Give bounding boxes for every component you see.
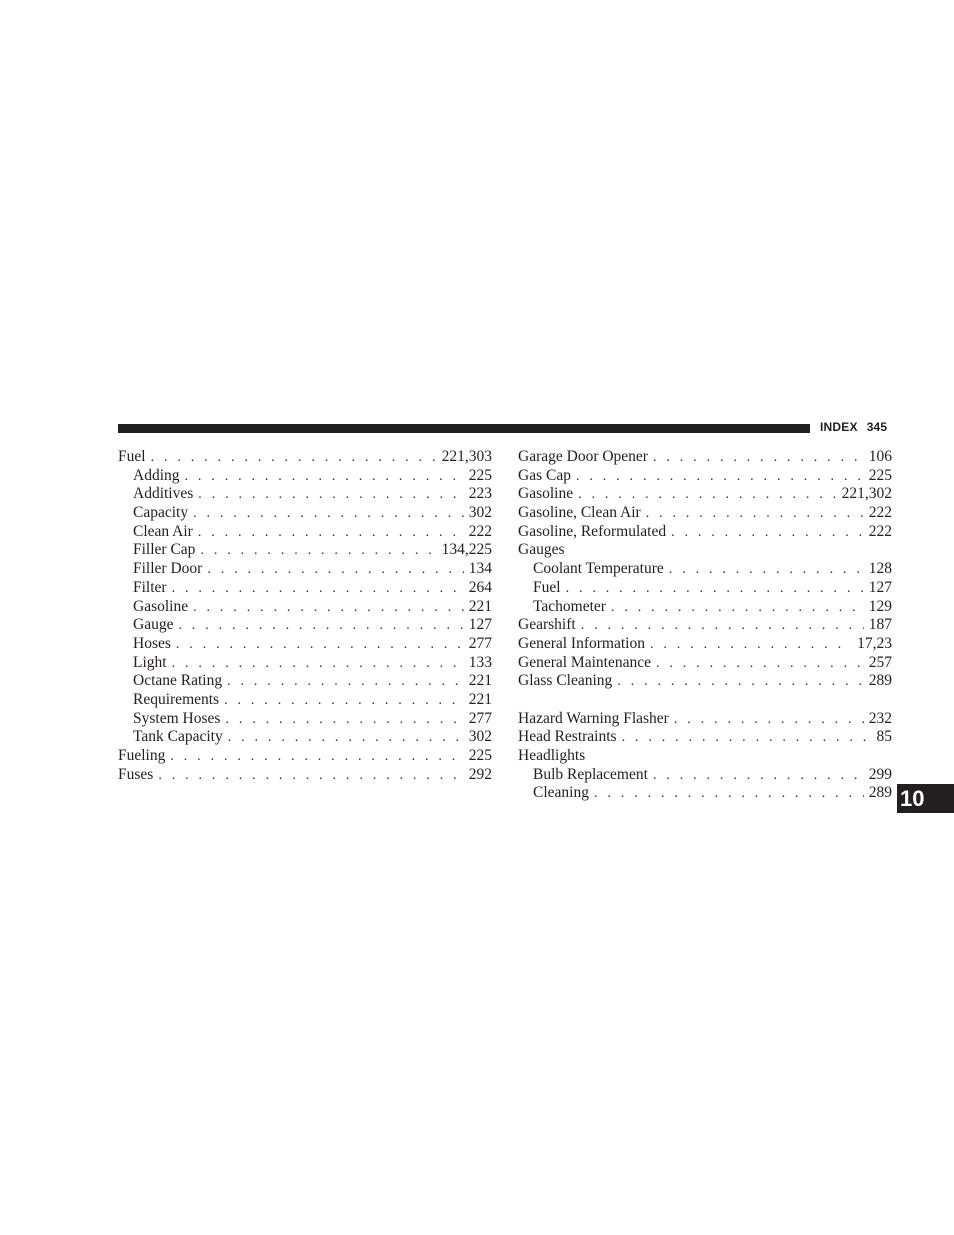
dot-leader — [227, 673, 464, 691]
index-entry — [118, 448, 492, 467]
index-page-ref: 222 — [468, 522, 492, 540]
chapter-tab: 10 — [897, 784, 954, 813]
index-subentry — [118, 504, 492, 523]
index-page-ref: 222 — [868, 522, 892, 540]
index-page-ref: 222 — [868, 504, 892, 522]
index-page-ref: 17,23 — [857, 634, 892, 652]
dot-leader — [158, 767, 463, 785]
dot-leader — [653, 449, 864, 467]
index-entry — [518, 448, 892, 467]
index-term: Bulb Replacement — [533, 765, 648, 783]
index-subentry — [118, 616, 492, 635]
dot-leader — [198, 486, 463, 504]
index-page-ref: 302 — [468, 728, 492, 746]
index-page-ref: 187 — [868, 616, 892, 634]
index-subentry — [118, 467, 492, 486]
index-term: Garage Door Opener — [518, 448, 648, 465]
index-subentry — [118, 672, 492, 691]
index-term: Light — [133, 653, 167, 671]
index-entry — [518, 654, 892, 673]
index-term: Fueling — [118, 747, 166, 764]
index-term: Filter — [133, 578, 167, 596]
index-page-ref: 299 — [868, 765, 892, 783]
index-term: Hoses — [133, 634, 171, 652]
index-page-ref: 289 — [868, 784, 892, 802]
index-term: Tank Capacity — [133, 728, 223, 746]
index-page-ref: 232 — [868, 709, 892, 727]
index-subentry — [518, 598, 892, 617]
dot-leader — [178, 617, 463, 635]
index-subentry — [118, 579, 492, 598]
index-page-ref: 85 — [876, 728, 892, 746]
index-page-ref: 221 — [468, 597, 492, 615]
index-page-ref: 277 — [468, 634, 492, 652]
index-subentry — [118, 635, 492, 654]
index-term: Fuses — [118, 765, 154, 783]
index-entry — [518, 672, 892, 691]
dot-leader — [198, 524, 464, 542]
index-term: Hazard Warning Flasher — [518, 709, 669, 727]
dot-leader — [594, 785, 864, 803]
running-header — [820, 420, 887, 434]
dot-leader — [617, 673, 863, 691]
index-subentry — [118, 523, 492, 542]
index-page-ref: 106 — [868, 448, 892, 465]
index-page-ref: 128 — [868, 560, 892, 578]
index-column-left — [118, 448, 492, 784]
dot-leader — [172, 580, 464, 598]
index-page-ref: 292 — [468, 765, 492, 783]
dot-leader — [225, 711, 463, 729]
index-term: Gearshift — [518, 616, 576, 634]
index-term: Capacity — [133, 504, 189, 522]
index-entry — [518, 523, 892, 542]
index-entry — [118, 766, 492, 785]
index-subentry — [118, 485, 492, 504]
index-term: Gas Cap — [518, 466, 571, 484]
index-page-ref: 134,225 — [441, 541, 492, 559]
index-term: Gasoline, Reformulated — [518, 522, 667, 540]
dot-leader — [228, 729, 464, 747]
index-subentry — [118, 541, 492, 560]
index-term: Filler Cap — [133, 541, 196, 559]
dot-leader — [674, 711, 864, 729]
index-entry — [518, 504, 892, 523]
dot-leader — [224, 692, 464, 710]
index-entry — [518, 747, 892, 766]
dot-leader — [566, 580, 864, 598]
index-term: Fuel — [118, 448, 146, 465]
index-term: Gasoline, Clean Air — [518, 504, 641, 522]
index-term: Additives — [133, 485, 194, 503]
index-entry — [518, 635, 892, 654]
index-entry — [518, 467, 892, 486]
header-section: INDEX — [820, 420, 858, 434]
index-page-ref: 221 — [468, 690, 492, 708]
dot-leader — [671, 524, 864, 542]
index-term: Tachometer — [533, 597, 606, 615]
index-term: Gasoline — [133, 597, 189, 615]
dot-leader — [578, 486, 837, 504]
index-term: Coolant Temperature — [533, 560, 664, 578]
index-page-ref: 277 — [468, 709, 492, 727]
index-term: Fuel — [533, 578, 561, 596]
dot-leader — [611, 599, 864, 617]
index-term: Adding — [133, 466, 180, 484]
index-term: Glass Cleaning — [518, 672, 613, 690]
index-term: Octane Rating — [133, 672, 223, 690]
index-page-ref: 127 — [468, 616, 492, 634]
index-entry — [518, 616, 892, 635]
index-term: Head Restraints — [518, 728, 617, 746]
dot-leader — [193, 599, 464, 617]
index-term: Cleaning — [533, 784, 589, 802]
index-term: Requirements — [133, 690, 220, 708]
index-subentry — [518, 784, 892, 803]
index-subentry — [118, 654, 492, 673]
index-term: Clean Air — [133, 522, 193, 540]
index-subentry — [518, 560, 892, 579]
index-term: Filler Door — [133, 560, 203, 578]
dot-leader — [151, 449, 437, 467]
dot-leader — [200, 542, 436, 560]
index-term: Gauges — [518, 541, 565, 559]
index-entry — [518, 485, 892, 504]
dot-leader — [581, 617, 864, 635]
dot-leader — [653, 767, 864, 785]
index-page-ref: 134 — [468, 560, 492, 578]
index-term: System Hoses — [133, 709, 221, 727]
index-entry — [118, 747, 492, 766]
dot-leader — [646, 505, 864, 523]
index-subentry — [118, 560, 492, 579]
index-page-ref: 225 — [468, 466, 492, 484]
index-page-ref: 221 — [468, 672, 492, 690]
dot-leader — [622, 729, 872, 747]
index-subentry — [518, 766, 892, 785]
index-entry — [518, 541, 892, 560]
dot-leader — [650, 636, 852, 654]
index-page-ref: 221,303 — [441, 448, 492, 465]
dot-leader — [656, 655, 864, 673]
dot-leader — [172, 655, 464, 673]
index-page-ref: 225 — [468, 747, 492, 764]
index-subentry — [118, 710, 492, 729]
dot-leader — [176, 636, 464, 654]
dot-leader — [185, 468, 464, 486]
index-term: General Maintenance — [518, 653, 651, 671]
index-subentry — [118, 691, 492, 710]
index-term: Gasoline — [518, 485, 574, 503]
index-page-ref: 289 — [868, 672, 892, 690]
index-page-ref: 257 — [868, 653, 892, 671]
header-rule — [118, 424, 810, 433]
index-subentry — [118, 598, 492, 617]
index-page-ref: 264 — [468, 578, 492, 596]
index-page-ref: 129 — [868, 597, 892, 615]
index-page-ref: 223 — [468, 485, 492, 503]
index-page-ref: 133 — [468, 653, 492, 671]
index-column-right — [518, 448, 892, 803]
index-term: Gauge — [133, 616, 174, 634]
dot-leader — [170, 748, 463, 766]
index-entry — [518, 728, 892, 747]
index-gap — [518, 691, 892, 710]
dot-leader — [669, 561, 864, 579]
index-page-ref: 221,302 — [841, 485, 892, 503]
index-subentry — [118, 728, 492, 747]
index-subentry — [518, 579, 892, 598]
header-page-number: 345 — [866, 420, 888, 434]
index-entry — [518, 710, 892, 729]
dot-leader — [207, 561, 463, 579]
index-term: Headlights — [518, 747, 586, 764]
index-page-ref: 302 — [468, 504, 492, 522]
dot-leader — [193, 505, 464, 523]
index-page-ref: 225 — [868, 466, 892, 484]
index-page-ref: 127 — [868, 578, 892, 596]
index-term: General Information — [518, 634, 645, 652]
dot-leader — [576, 468, 864, 486]
